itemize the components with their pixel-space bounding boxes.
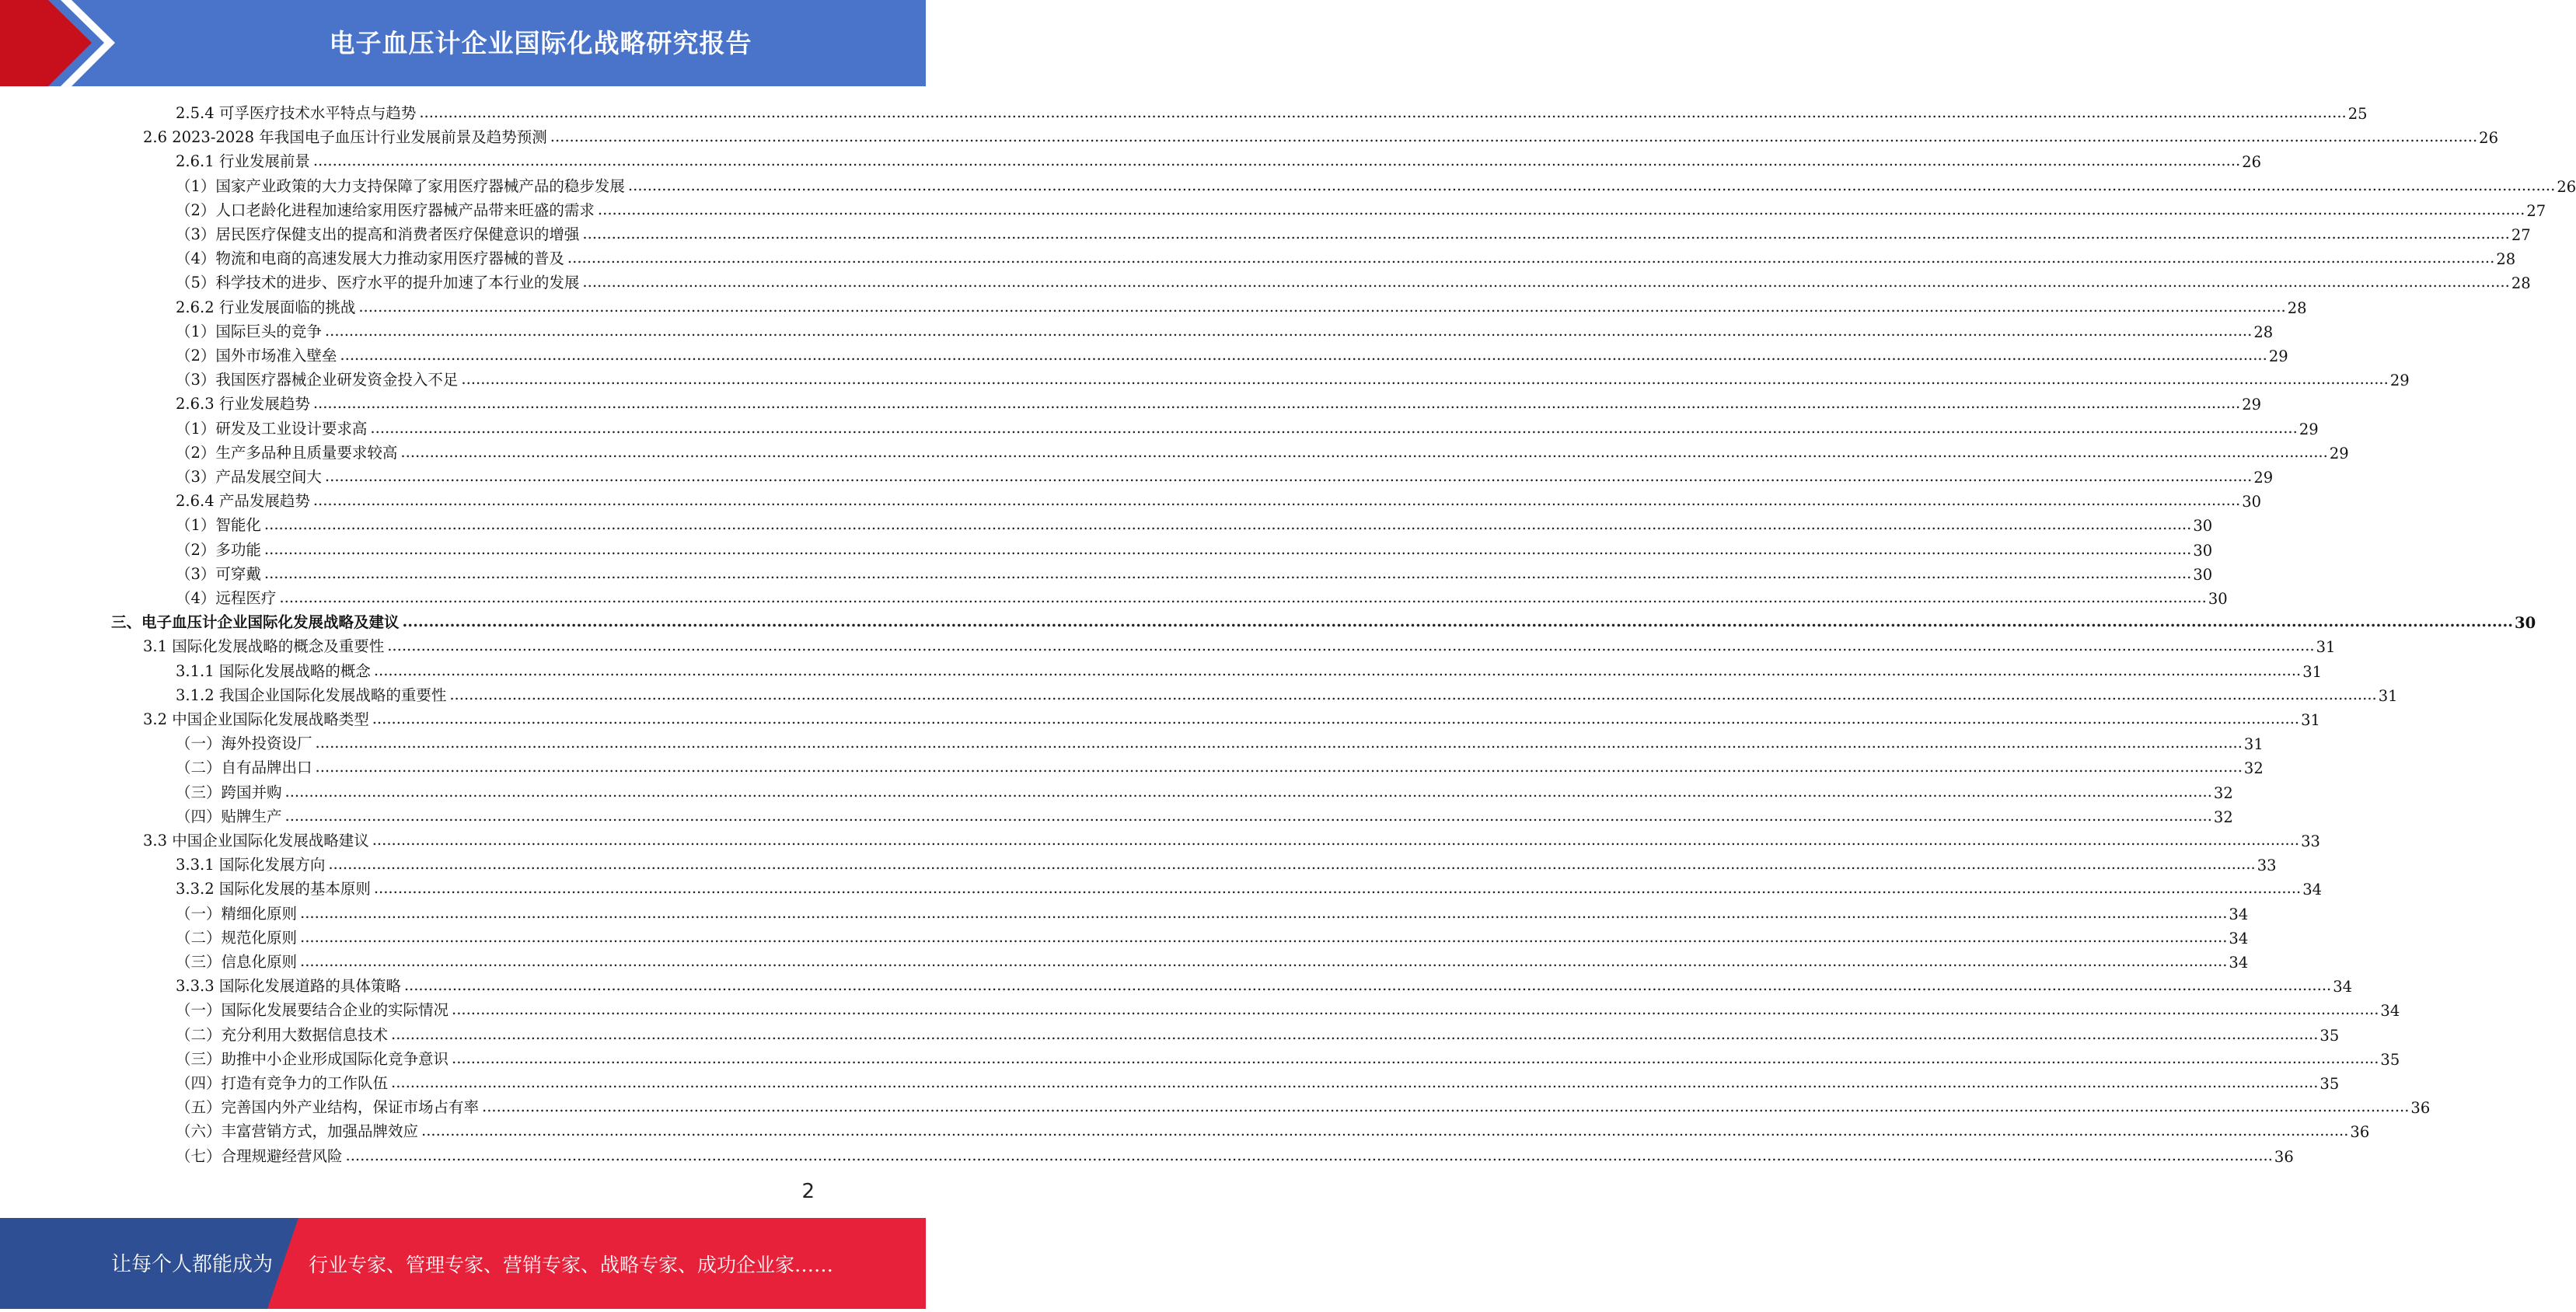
toc-entry-page: 29 xyxy=(2299,420,2319,438)
toc-entry[interactable] xyxy=(176,681,2398,705)
toc-entry-label: （一）国际化发展要结合企业的实际情况 xyxy=(176,1001,449,1020)
toc-entry-label: （六）丰富营销方式，加强品牌效应 xyxy=(176,1122,419,1141)
toc-entry-label: （2）生产多品种且质量要求较高 xyxy=(176,443,398,462)
toc-entry-page: 35 xyxy=(2380,1050,2400,1069)
toc-entry-label: （5）科学技术的进步、医疗水平的提升加速了本行业的发展 xyxy=(176,274,580,292)
toc-dot-leader: ................................................................................................................................................................................................................................................................................................................................................................................................................ xyxy=(315,734,2243,752)
toc-entry-page: 34 xyxy=(2380,1002,2400,1021)
toc-entry[interactable] xyxy=(176,584,2228,608)
toc-entry-label: （三）助推中小企业形成国际化竞争意识 xyxy=(176,1049,449,1068)
toc-entry-page: 36 xyxy=(2410,1099,2431,1118)
toc-entry-page: 35 xyxy=(2319,1026,2340,1045)
toc-entry-page: 29 xyxy=(2268,347,2288,365)
toc-dot-leader: ................................................................................................................................................................................................................................................................................................................................................................................................................ xyxy=(421,1122,2349,1140)
toc-dot-leader: ................................................................................................................................................................................................................................................................................................................................................................................................................ xyxy=(582,273,2510,291)
toc-dot-leader: ................................................................................................................................................................................................................................................................................................................................................................................................................ xyxy=(391,1024,2319,1043)
toc-dot-leader: ................................................................................................................................................................................................................................................................................................................................................................................................................ xyxy=(372,710,2300,728)
toc-dot-leader: ................................................................................................................................................................................................................................................................................................................................................................................................................ xyxy=(402,612,2514,631)
toc-entry-label: 2.6.3 行业发展趋势 xyxy=(176,395,310,413)
toc-entry[interactable] xyxy=(176,560,2213,584)
toc-entry-label: 3.2 中国企业国际化发展战略类型 xyxy=(143,710,369,728)
toc-entry[interactable] xyxy=(176,293,2307,317)
toc-entry-page: 35 xyxy=(2319,1075,2340,1093)
toc-entry-page: 33 xyxy=(2301,832,2320,850)
toc-dot-leader: ................................................................................................................................................................................................................................................................................................................................................................................................................ xyxy=(300,952,2228,970)
toc-entry[interactable] xyxy=(176,657,2323,681)
toc-entry-page: 33 xyxy=(2257,857,2277,875)
toc-entry-page: 28 xyxy=(2287,298,2307,317)
toc-entry[interactable] xyxy=(176,778,2233,802)
toc-entry-page: 30 xyxy=(2208,590,2228,608)
toc-entry-label: （3）我国医疗器械企业研发资金投入不足 xyxy=(176,371,459,389)
toc-entry-page: 36 xyxy=(2274,1147,2294,1166)
toc-entry-label: 2.6.4 产品发展趋势 xyxy=(176,492,310,511)
toc-dot-leader: ................................................................................................................................................................................................................................................................................................................................................................................................................ xyxy=(391,1073,2319,1091)
toc-entry[interactable] xyxy=(176,268,2531,293)
toc-dot-leader: ................................................................................................................................................................................................................................................................................................................................................................................................................ xyxy=(315,758,2243,776)
page-number: 2 xyxy=(801,1180,815,1203)
toc-dot-leader: ................................................................................................................................................................................................................................................................................................................................................................................................................ xyxy=(387,637,2315,655)
toc-dot-leader: ................................................................................................................................................................................................................................................................................................................................................................................................................ xyxy=(312,394,2241,413)
toc-entry-label: 3.1.1 国际化发展战略的概念 xyxy=(176,661,371,680)
toc-entry[interactable] xyxy=(176,220,2531,244)
toc-dot-leader: ................................................................................................................................................................................................................................................................................................................................................................................................................ xyxy=(461,370,2389,389)
toc-entry-label: （3）可穿戴 xyxy=(176,564,261,583)
toc-entry-page: 29 xyxy=(2253,469,2274,487)
toc-entry-page: 30 xyxy=(2193,565,2213,584)
toc-entry[interactable] xyxy=(111,608,2536,633)
toc-entry[interactable] xyxy=(143,123,2498,148)
toc-entry-label: 3.1.2 我国企业国际化发展战略的重要性 xyxy=(176,686,447,704)
toc-entry-label: （2）人口老龄化进程加速给家用医疗器械产品带来旺盛的需求 xyxy=(176,201,595,219)
toc-dot-leader: ................................................................................................................................................................................................................................................................................................................................................................................................................ xyxy=(312,491,2241,510)
toc-dot-leader: ................................................................................................................................................................................................................................................................................................................................................................................................................ xyxy=(284,806,2212,825)
toc-dot-leader: ................................................................................................................................................................................................................................................................................................................................................................................................................ xyxy=(340,346,2267,364)
toc-entry-page: 31 xyxy=(2301,711,2320,729)
toc-entry[interactable] xyxy=(176,1093,2431,1118)
toc-dot-leader: ................................................................................................................................................................................................................................................................................................................................................................................................................ xyxy=(400,442,2328,461)
toc-dot-leader: ................................................................................................................................................................................................................................................................................................................................................................................................................ xyxy=(550,127,2478,146)
toc-entry[interactable] xyxy=(176,196,2546,220)
toc-entry-label: 2.6.1 行业发展前景 xyxy=(176,152,310,171)
toc-entry[interactable] xyxy=(176,147,2262,172)
toc-entry[interactable] xyxy=(176,389,2262,414)
toc-entry[interactable] xyxy=(176,511,2213,536)
toc-entry-label: 2.6 2023-2028 年我国电子血压计行业发展前景及趋势预测 xyxy=(143,128,547,147)
toc-dot-leader: ................................................................................................................................................................................................................................................................................................................................................................................................................ xyxy=(627,176,2556,194)
toc-entry-label: （1）智能化 xyxy=(176,516,261,535)
toc-entry-page: 34 xyxy=(2302,881,2323,899)
toc-entry-page: 34 xyxy=(2229,929,2249,947)
toc-entry[interactable] xyxy=(176,365,2410,390)
toc-dot-leader: ................................................................................................................................................................................................................................................................................................................................................................................................................ xyxy=(264,515,2192,534)
toc-entry-label: （三）跨国并购 xyxy=(176,783,282,801)
toc-entry[interactable] xyxy=(176,1045,2400,1069)
toc-entry-page: 30 xyxy=(2193,541,2213,560)
toc-dot-leader: ................................................................................................................................................................................................................................................................................................................................................................................................................ xyxy=(373,661,2302,679)
toc-dot-leader: ................................................................................................................................................................................................................................................................................................................................................................................................................ xyxy=(482,1097,2410,1116)
toc-entry-page: 32 xyxy=(2213,808,2233,826)
toc-entry-page: 29 xyxy=(2329,444,2349,462)
toc-entry-page: 27 xyxy=(2526,201,2546,220)
toc-entry-label: （一）海外投资设厂 xyxy=(176,735,312,753)
toc-entry-label: （2）国外市场准入壁垒 xyxy=(176,347,337,365)
toc-dot-leader: ................................................................................................................................................................................................................................................................................................................................................................................................................ xyxy=(279,588,2207,606)
toc-dot-leader: ................................................................................................................................................................................................................................................................................................................................................................................................................ xyxy=(312,152,2241,170)
toc-entry-label: 2.5.4 可孚医疗技术水平特点与趋势 xyxy=(176,104,417,122)
footer-slogan: 让每个人都能成为 xyxy=(111,1253,274,1276)
toc-entry-label: （五）完善国内外产业结构，保证市场占有率 xyxy=(176,1098,480,1117)
toc-dot-leader: ................................................................................................................................................................................................................................................................................................................................................................................................................ xyxy=(452,1049,2379,1067)
toc-entry-page: 32 xyxy=(2243,759,2264,778)
toc-dot-leader: ................................................................................................................................................................................................................................................................................................................................................................................................................ xyxy=(300,927,2228,946)
toc-entry-label: （1）国家产业政策的大力支持保障了家用医疗器械产品的稳步发展 xyxy=(176,176,625,195)
toc-entry-label: （四）贴牌生产 xyxy=(176,807,282,825)
toc-entry-page: 28 xyxy=(2511,274,2531,293)
toc-entry[interactable] xyxy=(176,874,2323,899)
toc-entry-label: （1）国际巨头的竞争 xyxy=(176,322,322,340)
toc-entry-label: 2.6.2 行业发展面临的挑战 xyxy=(176,298,356,316)
toc-entry-label: （二）充分利用大数据信息技术 xyxy=(176,1025,389,1044)
toc-entry-label: （一）精细化原则 xyxy=(176,904,298,923)
page-title: 电子血压计企业国际化战略研究报告 xyxy=(329,28,752,58)
toc-entry-page: 29 xyxy=(2389,372,2410,390)
toc-entry-page: 30 xyxy=(2242,493,2262,511)
toc-dot-leader: ................................................................................................................................................................................................................................................................................................................................................................................................................ xyxy=(300,903,2228,922)
toc-dot-leader: ................................................................................................................................................................................................................................................................................................................................................................................................................ xyxy=(264,539,2192,558)
toc-entry[interactable] xyxy=(176,99,2368,123)
toc-entry-label: （三）信息化原则 xyxy=(176,953,298,971)
toc-entry-page: 31 xyxy=(2316,638,2336,657)
toc-entry-label: 3.3 中国企业国际化发展战略建议 xyxy=(143,832,369,850)
toc-entry[interactable] xyxy=(176,1021,2340,1045)
toc-entry-page: 31 xyxy=(2243,735,2264,754)
toc-entry-page: 30 xyxy=(2515,614,2536,633)
toc-entry[interactable] xyxy=(176,1069,2340,1093)
toc-entry[interactable] xyxy=(176,172,2576,196)
toc-dot-leader: ................................................................................................................................................................................................................................................................................................................................................................................................................ xyxy=(345,1146,2273,1164)
toc-dot-leader: ................................................................................................................................................................................................................................................................................................................................................................................................................ xyxy=(358,297,2286,316)
toc-entry-label: 3.1 国际化发展战略的概念及重要性 xyxy=(143,637,385,656)
toc-entry-label: 3.3.3 国际化发展道路的具体策略 xyxy=(176,977,401,996)
toc-entry-page: 31 xyxy=(2302,662,2323,681)
toc-entry[interactable] xyxy=(176,438,2349,462)
toc-dot-leader: ................................................................................................................................................................................................................................................................................................................................................................................................................ xyxy=(324,467,2253,485)
toc-entry-page: 25 xyxy=(2347,105,2368,123)
toc-entry-page: 26 xyxy=(2242,153,2262,172)
toc-dot-leader: ................................................................................................................................................................................................................................................................................................................................................................................................................ xyxy=(324,321,2253,340)
toc-entry[interactable] xyxy=(176,996,2400,1021)
toc-entry-page: 31 xyxy=(2378,686,2398,705)
toc-dot-leader: ................................................................................................................................................................................................................................................................................................................................................................................................................ xyxy=(328,855,2256,874)
toc-dot-leader: ................................................................................................................................................................................................................................................................................................................................................................................................................ xyxy=(373,879,2302,898)
toc-entry-label: （二）规范化原则 xyxy=(176,928,298,947)
toc-entry[interactable] xyxy=(176,317,2274,341)
toc-entry-label: 三、电子血压计企业国际化发展战略及建议 xyxy=(111,613,400,632)
toc-dot-leader: ................................................................................................................................................................................................................................................................................................................................................................................................................ xyxy=(597,200,2525,218)
toc-dot-leader: ................................................................................................................................................................................................................................................................................................................................................................................................................ xyxy=(582,225,2510,243)
toc-entry[interactable] xyxy=(176,899,2249,923)
toc-entry[interactable] xyxy=(176,536,2213,560)
toc-entry-page: 28 xyxy=(2253,323,2274,341)
toc-entry[interactable] xyxy=(176,462,2274,487)
toc-dot-leader: ................................................................................................................................................................................................................................................................................................................................................................................................................ xyxy=(370,418,2298,437)
page-footer xyxy=(0,1218,926,1309)
toc-entry[interactable] xyxy=(176,947,2249,972)
toc-entry[interactable] xyxy=(176,923,2249,947)
toc-entry-label: （四）打造有竞争力的工作队伍 xyxy=(176,1074,389,1092)
toc-entry-page: 34 xyxy=(2229,954,2249,972)
toc-entry-label: 3.3.2 国际化发展的基本原则 xyxy=(176,880,371,899)
toc-entry[interactable] xyxy=(176,1117,2370,1142)
page-header xyxy=(0,0,926,86)
toc-entry-page: 27 xyxy=(2511,226,2531,244)
toc-entry-page: 34 xyxy=(2229,905,2249,923)
toc-entry[interactable] xyxy=(143,632,2336,657)
toc-entry[interactable] xyxy=(176,850,2277,875)
toc-entry-page: 26 xyxy=(2557,177,2576,196)
toc-entry-label: （4）远程医疗 xyxy=(176,589,277,607)
toc-entry-label: （1）研发及工业设计要求高 xyxy=(176,419,368,438)
toc-entry[interactable] xyxy=(176,244,2516,269)
toc-entry-label: 3.3.1 国际化发展方向 xyxy=(176,856,326,874)
toc-entry[interactable] xyxy=(143,826,2320,850)
toc-dot-leader: ................................................................................................................................................................................................................................................................................................................................................................................................................ xyxy=(452,1000,2379,1019)
toc-dot-leader: ................................................................................................................................................................................................................................................................................................................................................................................................................ xyxy=(264,564,2192,582)
toc-entry[interactable] xyxy=(176,414,2319,438)
toc-entry[interactable] xyxy=(176,487,2262,511)
toc-dot-leader: ................................................................................................................................................................................................................................................................................................................................................................................................................ xyxy=(284,782,2212,801)
toc-entry[interactable] xyxy=(176,972,2353,996)
toc-entry-page: 34 xyxy=(2333,978,2353,996)
toc-entry[interactable] xyxy=(176,802,2233,826)
toc-entry-page: 36 xyxy=(2350,1123,2370,1142)
toc-dot-leader: ................................................................................................................................................................................................................................................................................................................................................................................................................ xyxy=(449,685,2377,703)
toc-entry[interactable] xyxy=(176,753,2264,778)
toc-dot-leader: ................................................................................................................................................................................................................................................................................................................................................................................................................ xyxy=(567,249,2495,267)
toc-dot-leader: ................................................................................................................................................................................................................................................................................................................................................................................................................ xyxy=(372,831,2300,849)
toc-entry-page: 29 xyxy=(2242,396,2262,414)
toc-entry[interactable] xyxy=(176,729,2264,754)
toc-entry[interactable] xyxy=(176,1142,2294,1166)
toc-entry-label: （3）产品发展空间大 xyxy=(176,468,322,486)
toc-entry-page: 28 xyxy=(2496,250,2516,269)
toc-entry-label: （七）合理规避经营风险 xyxy=(176,1146,343,1165)
toc-entry[interactable] xyxy=(176,341,2288,365)
toc-entry-label: （2）多功能 xyxy=(176,540,261,559)
toc-entry-label: （二）自有品牌出口 xyxy=(176,759,312,777)
toc-entry[interactable] xyxy=(143,705,2320,729)
toc-entry-page: 32 xyxy=(2213,783,2233,802)
toc-dot-leader: ................................................................................................................................................................................................................................................................................................................................................................................................................ xyxy=(403,976,2332,995)
toc-entry-page: 30 xyxy=(2193,517,2213,536)
toc-dot-leader: ................................................................................................................................................................................................................................................................................................................................................................................................................ xyxy=(419,103,2347,121)
toc-entry-label: （4）物流和电商的高速发展大力推动家用医疗器械的普及 xyxy=(176,249,564,268)
toc-entry-page: 26 xyxy=(2479,129,2498,148)
toc-entry-label: （3）居民医疗保健支出的提高和消费者医疗保健意识的增强 xyxy=(176,225,580,243)
footer-tagline: 行业专家、管理专家、营销专家、战略专家、成功企业家…… xyxy=(309,1254,834,1276)
